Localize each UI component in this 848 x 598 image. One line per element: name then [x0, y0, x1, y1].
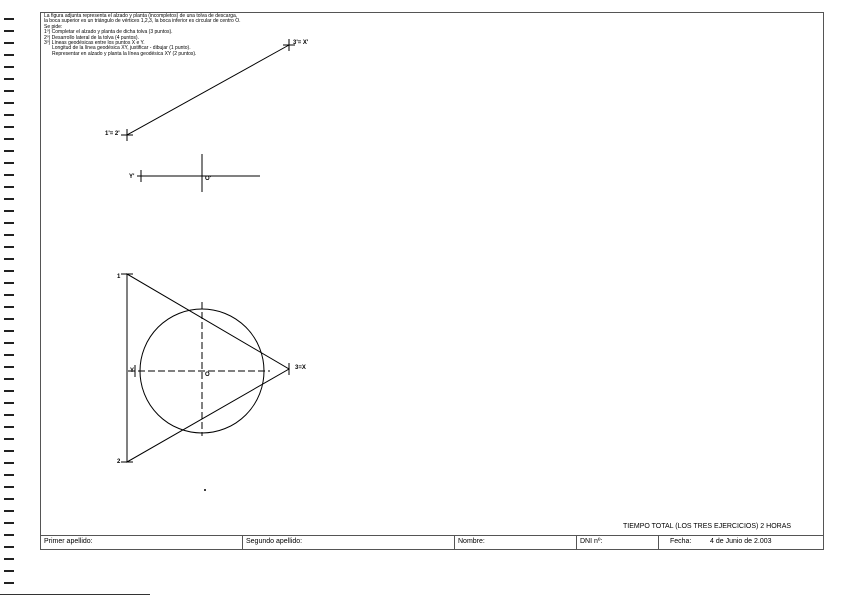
instruction-line: 3º) Líneas geodésicas entre los puntos X e Y. — [44, 40, 145, 47]
instruction-line: 2º) Desarrollo lateral de la tolva (4 puntos). — [44, 34, 139, 41]
label-elevation-o: O' — [205, 176, 212, 182]
label-elevation-3x: 3'= X' — [293, 40, 309, 46]
instruction-line: la boca superior es un triángulo de vértices 1,2,3, la boca inferior es circular de centro O. — [44, 18, 241, 25]
label-plan-2: 2 — [117, 459, 121, 465]
label-plan-3x: 3=X — [295, 365, 306, 371]
scan-edge-line — [0, 594, 150, 595]
instruction-line: Se pide: — [44, 23, 63, 30]
segundo-apellido-label: Segundo apellido: — [246, 538, 303, 545]
stray-dot — [204, 489, 206, 491]
student-info-row — [40, 535, 824, 550]
label-elevation-12: 1'= 2' — [105, 131, 120, 137]
label-plan-1: 1 — [117, 274, 121, 280]
plan-triangle — [127, 274, 289, 462]
instruction-line: Representar en alzado y planta la línea geodésica XY (2 puntos). — [52, 50, 197, 57]
fecha-value: 4 de Junio de 2.003 — [710, 538, 772, 545]
dni-label: DNI nº: — [580, 538, 603, 545]
label-elevation-y: Y' — [129, 174, 135, 180]
label-plan-o: O — [205, 372, 210, 378]
elevation-edge-line — [127, 45, 289, 135]
primer-apellido-label: Primer apellido: — [44, 538, 93, 545]
instruction-line: Longitud de la línea geodésica XY, justificar - dibujar (1 punto). — [52, 45, 191, 52]
fecha-label: Fecha: — [670, 538, 692, 545]
nombre-label: Nombre: — [458, 538, 485, 545]
instruction-line: La figura adjunta representa el alzado y planta (incompletos) de una tolva de descarga, — [44, 13, 238, 19]
instruction-line: 1º) Completar el alzado y planta de dicha tolva (3 puntos). — [44, 29, 173, 36]
label-plan-y: Y — [130, 368, 135, 374]
total-time-note: TIEMPO TOTAL (LOS TRES EJERCICIOS) 2 HORAS — [623, 523, 792, 530]
